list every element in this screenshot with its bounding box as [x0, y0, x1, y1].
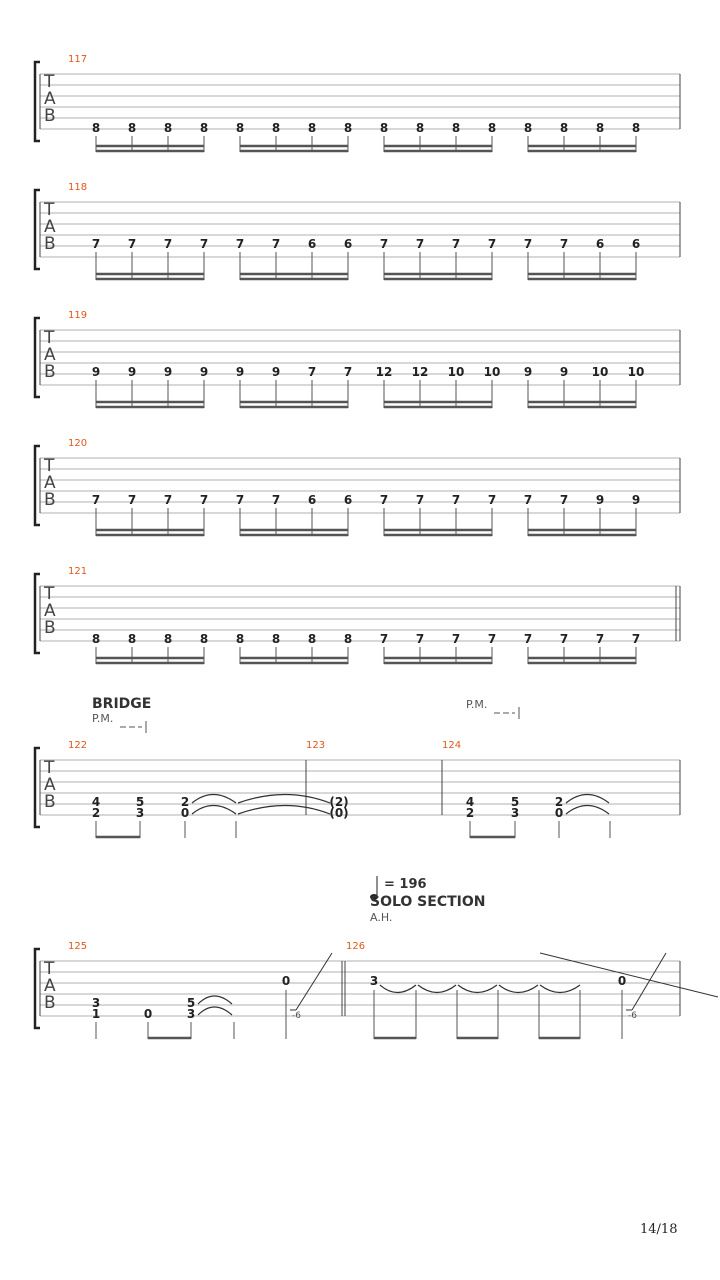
staff-system-solo — [35, 876, 718, 1039]
fret-number: 9 — [163, 365, 173, 379]
fret-number: 2 — [554, 795, 564, 809]
tempo-value: = 196 — [384, 877, 427, 892]
fret-number: 7 — [487, 493, 497, 507]
rhythm-stems — [96, 990, 622, 1039]
fret-number: 0 — [143, 1007, 153, 1021]
fret-number: 4 — [465, 795, 475, 809]
fret-number: 7 — [523, 493, 533, 507]
system-bracket — [35, 949, 40, 1028]
staff-system-5 — [35, 566, 680, 664]
fret-number: 6 — [343, 493, 353, 507]
fret-number: 7 — [235, 237, 245, 251]
tab-clef-a: A — [44, 473, 56, 493]
fret-number: 7 — [379, 493, 389, 507]
tab-clef-b: B — [44, 993, 56, 1013]
fret-number: 10 — [591, 365, 609, 379]
measure-number: 124 — [442, 740, 462, 751]
tab-clef-b: B — [44, 106, 56, 126]
fret-number: 3 — [186, 1007, 196, 1021]
fret-number: 7 — [415, 493, 425, 507]
fret-number: 5 — [186, 996, 196, 1010]
tab-clef-b: B — [44, 792, 56, 812]
fret-number: 6 — [307, 237, 317, 251]
fret-number: 0 — [554, 806, 564, 820]
fret-number: 8 — [487, 121, 497, 135]
system-bracket — [35, 190, 40, 269]
rhythm-beams — [96, 508, 636, 536]
palm-mute-label: P.M. — [466, 698, 488, 711]
staff-lines — [40, 961, 680, 1016]
rhythm-beams — [96, 647, 636, 664]
fret-row — [92, 795, 563, 820]
tab-clef-a: A — [44, 775, 56, 795]
tab-clef-t: T — [44, 72, 55, 92]
fret-number: 9 — [631, 493, 641, 507]
fret-number: 7 — [451, 493, 461, 507]
fret-number: 0 — [617, 974, 627, 988]
staff-system-3 — [35, 310, 680, 408]
fret-number: 12 — [411, 365, 429, 379]
tie-arcs — [198, 985, 580, 1015]
fret-number: 8 — [235, 121, 245, 135]
fret-number: 7 — [127, 493, 137, 507]
system-bracket — [35, 574, 40, 653]
fret-number: 9 — [127, 365, 137, 379]
fret-row — [92, 632, 640, 646]
fret-number: 7 — [235, 493, 245, 507]
fret-number-tied: (0) — [329, 806, 349, 820]
measure-number: 126 — [346, 941, 366, 952]
fret-number: 8 — [523, 121, 533, 135]
system-bracket — [35, 318, 40, 397]
fret-number: 8 — [163, 121, 173, 135]
fret-number: 3 — [510, 806, 520, 820]
fret-row — [92, 493, 640, 507]
fret-row — [92, 121, 640, 135]
measure-number: 117 — [68, 54, 88, 65]
fret-number: 7 — [631, 632, 641, 646]
fret-number: 8 — [91, 632, 101, 646]
fret-number: 7 — [91, 237, 101, 251]
fret-number: 7 — [487, 237, 497, 251]
fret-number: 8 — [343, 632, 353, 646]
fret-number: 2 — [91, 806, 101, 820]
tab-clef-a: A — [44, 345, 56, 365]
tab-clef-t: T — [44, 328, 55, 348]
fret-number: 7 — [523, 237, 533, 251]
fret-number-tied: (2) — [329, 795, 349, 809]
rhythm-stems — [96, 821, 610, 838]
tab-clef-t: T — [44, 200, 55, 220]
fret-number: 10 — [627, 365, 645, 379]
measure-number: 123 — [306, 740, 326, 751]
fret-number: 8 — [451, 121, 461, 135]
fret-number: 6 — [631, 237, 641, 251]
measure-number: 120 — [68, 438, 88, 449]
fret-number: 6 — [595, 237, 605, 251]
page-number: 14/18 — [640, 1222, 678, 1237]
fret-number: 7 — [379, 237, 389, 251]
fret-number: 8 — [91, 121, 101, 135]
fret-number: 5 — [135, 795, 145, 809]
fret-row — [92, 237, 640, 251]
fret-number: 7 — [559, 237, 569, 251]
fret-number: 8 — [595, 121, 605, 135]
fret-number: 7 — [559, 493, 569, 507]
fret-number: 7 — [523, 632, 533, 646]
artificial-harmonic-label: A.H. — [370, 911, 393, 924]
fret-number: 1 — [91, 1007, 101, 1021]
fret-number: 3 — [135, 806, 145, 820]
section-label-solo: SOLO SECTION — [370, 894, 486, 910]
fret-number: 7 — [91, 493, 101, 507]
fret-number: 7 — [487, 632, 497, 646]
fret-number: 8 — [559, 121, 569, 135]
fret-number: 3 — [369, 974, 379, 988]
tab-clef-a: A — [44, 976, 56, 996]
fret-number: 9 — [559, 365, 569, 379]
staff-system-4 — [35, 438, 680, 536]
fret-number: 9 — [595, 493, 605, 507]
fret-number: 8 — [271, 121, 281, 135]
fret-number: 0 — [180, 806, 190, 820]
fret-number: 12 — [375, 365, 393, 379]
fret-number: 2 — [465, 806, 475, 820]
measure-number: 121 — [68, 566, 88, 577]
fret-number: 7 — [163, 237, 173, 251]
fret-number: 6 — [307, 493, 317, 507]
fret-number: 8 — [631, 121, 641, 135]
fret-number: 8 — [415, 121, 425, 135]
fret-number: 7 — [307, 365, 317, 379]
fret-number: 9 — [199, 365, 209, 379]
tab-clef-b: B — [44, 618, 56, 638]
fret-number: 8 — [343, 121, 353, 135]
section-label-bridge: BRIDGE — [92, 696, 152, 712]
fret-number: 7 — [271, 493, 281, 507]
fret-number: 8 — [199, 121, 209, 135]
fret-number: 7 — [415, 237, 425, 251]
fret-row — [92, 974, 626, 1021]
fret-number: 8 — [235, 632, 245, 646]
measure-number: 125 — [68, 941, 88, 952]
rhythm-beams — [96, 136, 636, 152]
fret-number: 2 — [180, 795, 190, 809]
system-bracket — [35, 748, 40, 827]
staff-system-bridge — [35, 696, 680, 838]
fret-number: 9 — [91, 365, 101, 379]
fret-number: 8 — [307, 632, 317, 646]
fret-number: 7 — [451, 632, 461, 646]
fret-number: 7 — [451, 237, 461, 251]
tab-clef-b: B — [44, 234, 56, 254]
fret-number: 8 — [271, 632, 281, 646]
staff-system-2 — [35, 182, 680, 280]
fret-number: 8 — [199, 632, 209, 646]
fret-number: 7 — [199, 237, 209, 251]
fret-number: 8 — [379, 121, 389, 135]
tab-clef-t: T — [44, 456, 55, 476]
fret-number: 8 — [163, 632, 173, 646]
fret-number: 7 — [271, 237, 281, 251]
tab-clef-t: T — [44, 758, 55, 778]
fret-number: 8 — [127, 632, 137, 646]
whammy-dips — [290, 953, 718, 1010]
tab-clef-a: A — [44, 601, 56, 621]
tab-clef-t: T — [44, 584, 55, 604]
measure-number: 119 — [68, 310, 88, 321]
fret-number: 7 — [127, 237, 137, 251]
fret-number: 7 — [379, 632, 389, 646]
fret-number: 7 — [559, 632, 569, 646]
tab-clef-t: T — [44, 959, 55, 979]
whammy-value: -6 — [628, 1011, 637, 1021]
fret-row — [92, 365, 645, 379]
fret-number: 9 — [235, 365, 245, 379]
fret-number: 6 — [343, 237, 353, 251]
tab-clef-b: B — [44, 490, 56, 510]
fret-number: 0 — [281, 974, 291, 988]
rhythm-beams — [96, 252, 636, 280]
fret-number: 9 — [271, 365, 281, 379]
fret-number: 7 — [595, 632, 605, 646]
tab-clef-a: A — [44, 217, 56, 237]
fret-number: 7 — [343, 365, 353, 379]
fret-number: 8 — [307, 121, 317, 135]
fret-number: 4 — [91, 795, 101, 809]
system-bracket — [35, 62, 40, 141]
fret-number: 3 — [91, 996, 101, 1010]
measure-number: 122 — [68, 740, 88, 751]
fret-number: 7 — [199, 493, 209, 507]
palm-mute-label: P.M. — [92, 712, 114, 725]
fret-number: 10 — [483, 365, 501, 379]
tab-clef-a: A — [44, 89, 56, 109]
fret-number: 9 — [523, 365, 533, 379]
whammy-value: -6 — [292, 1011, 301, 1021]
staff-system-1 — [35, 54, 680, 152]
fret-number: 5 — [510, 795, 520, 809]
fret-number: 7 — [163, 493, 173, 507]
rhythm-beams — [96, 380, 636, 408]
fret-number: 7 — [415, 632, 425, 646]
fret-number: 10 — [447, 365, 465, 379]
fret-number: 8 — [127, 121, 137, 135]
system-bracket — [35, 446, 40, 525]
tab-clef-b: B — [44, 362, 56, 382]
measure-number: 118 — [68, 182, 88, 193]
